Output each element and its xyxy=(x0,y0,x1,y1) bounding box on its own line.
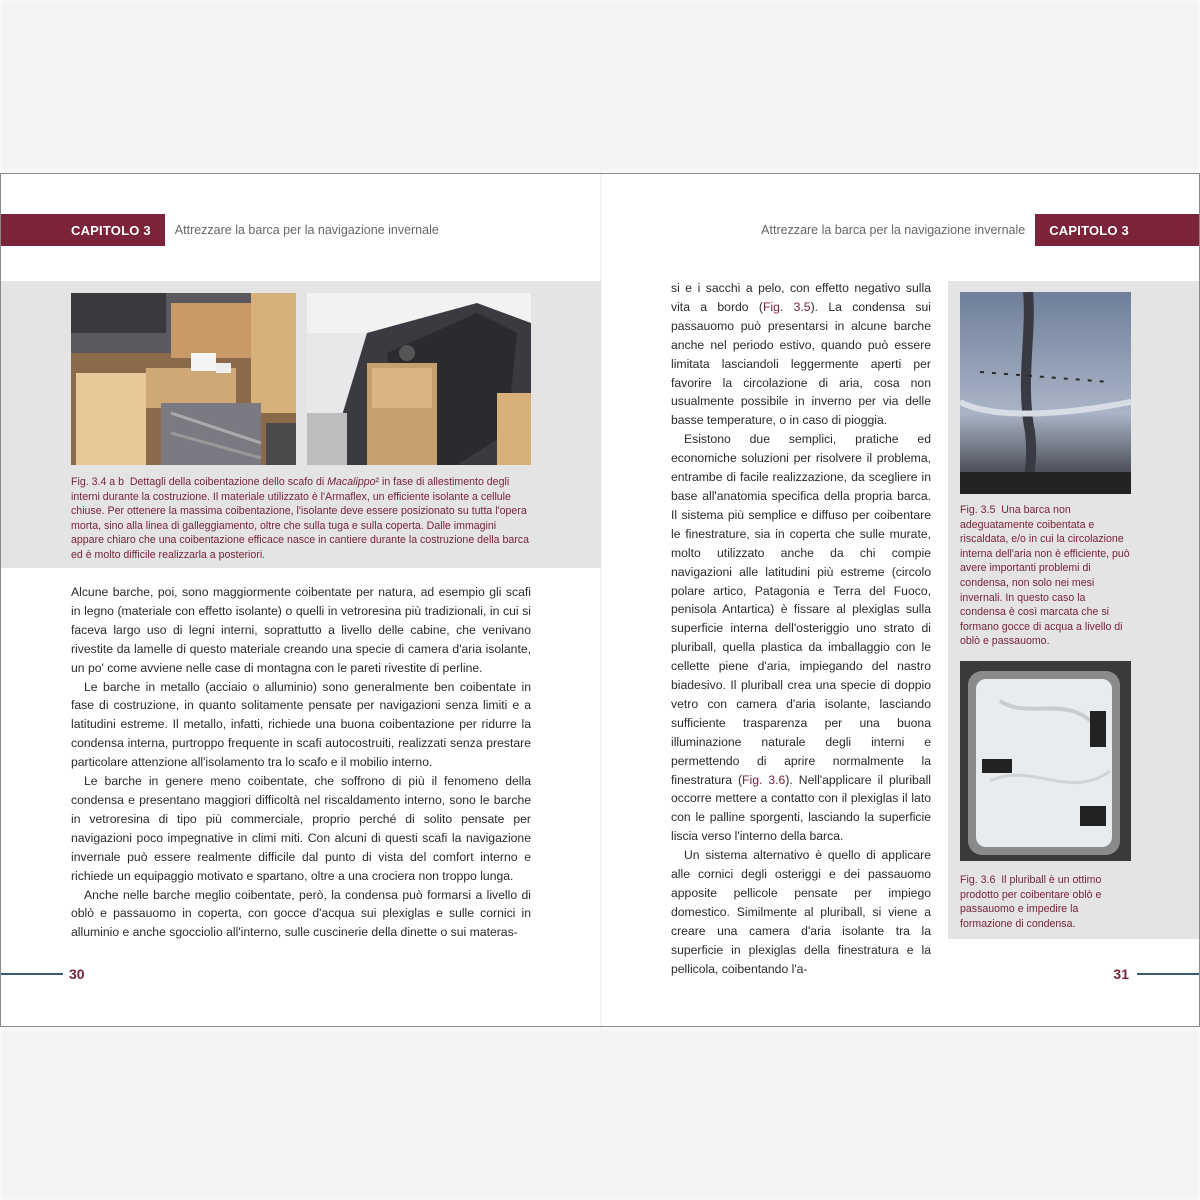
figure-3-6-caption xyxy=(960,873,1131,931)
figure-3-4-caption-b: ² in fase di allestimento degli interni durante la costruzione. Il materiale utilizzato è l'Armaflex, un efficiente isolante a cellule chiuse. Per ottenere la massima coibentazione, l'isolante deve essere posizionato su tutta l'opera morta, sino alla linea di galleggiamento, oltre che sulla tuga e sulla coperta. Dalle immagini appare chiaro che una coibentazione efficace nasce in cantiere durante la costruzione della barca ed è molto difficile realizzarla a posteriori. xyxy=(71,476,529,561)
left-folio xyxy=(1,964,85,984)
left-paragraph-2: Le barche in metallo (acciaio o alluminio) sono generalmente ben coibentate in fase di costruzione, in quanto solitamente pensate per navigazioni senza limiti e a latitudini estreme. Il metallo, infatti, richiede una buona coibentazione per ridurre la condensa interna, purtroppo frequente in scafi autocostruiti, realizzati senza prestare particolare attenzione all'isolamento tra lo scafo e il mobilio interno. xyxy=(71,679,531,770)
blurred-background-top xyxy=(0,0,1200,172)
left-paragraph-3: Le barche in genere meno coibentate, che soffrono di più il fenomeno della condensa e presentano maggiori difficoltà nel riscaldamento interno, sono le barche in vetroresina di tipo più commerciale, proprio perché di solito pensate per navigazioni poco impegnative in climi miti. Con alcuni di questi scafi la navigazione invernale può essere realmente difficile dal punto di vista del comfort interno e richiede un equipaggio motivato e spartano, oltre a una crociera non troppo lunga. xyxy=(71,774,531,883)
left-running-header xyxy=(1,214,449,246)
figure-3-6-photo xyxy=(960,661,1131,861)
figure-3-4-label: Fig. 3.4 a b xyxy=(71,476,124,488)
figure-3-5-label: Fig. 3.5 xyxy=(960,504,996,516)
right-body-text xyxy=(671,279,931,979)
right-header-title: Attrezzare la barca per la navigazione invernale xyxy=(761,223,1026,237)
figure-3-4-caption-a: Dettagli della coibentazione dello scafo di xyxy=(129,476,325,488)
figure-3-4a-photo xyxy=(71,293,296,465)
right-running-header xyxy=(751,214,1199,246)
figure-3-5-photo xyxy=(960,292,1131,494)
book-spread xyxy=(0,173,1200,1027)
figure-3-4-box xyxy=(1,281,601,568)
blurred-background-bottom xyxy=(0,1028,1200,1200)
figure-3-4-caption xyxy=(71,475,531,563)
figure-3-5-caption-text: Una barca non adeguatamente coibentata e riscaldata, e/o in cui la circolazione interna dell'aria non è efficiente, può avere importanti problemi di condensa, non solo nei mesi invernali. In questo caso la condensa è così marcata che si formano gocce di acqua a livello di oblò e passauomo. xyxy=(960,504,1130,648)
right-page-number: 31 xyxy=(1113,966,1129,982)
figure-3-4-caption-italic: Macalippo xyxy=(327,476,376,488)
left-paragraph-4: Anche nelle barche meglio coibentate, però, la condensa può formarsi a livello di oblò e passauomo in coperta, con gocce d'acqua sui plexiglas e sulle cornici in alluminio e anche sgocciolio all'interno, sulle cuscinerie della dinette o sui materas- xyxy=(71,887,531,940)
figure-3-4b-photo xyxy=(307,293,531,465)
left-folio-rule xyxy=(1,973,63,975)
figure-3-5-caption xyxy=(960,503,1131,649)
right-folio-rule xyxy=(1137,973,1199,975)
right-folio xyxy=(1113,964,1199,984)
right-p1-text-a: si e i sacchi a pelo, con effetto negativo sulla vita a bordo ( xyxy=(671,281,931,314)
figure-3-6-caption-text: Il pluriball è un ottimo prodotto per coibentare oblò e passauomo e impedire la formazione di condensa. xyxy=(960,874,1102,930)
right-figure-column xyxy=(948,281,1199,939)
left-paragraph-1: Alcune barche, poi, sono maggiormente coibentate per natura, ad esempio gli scafi in legno (materiale con effetto isolante) o quelli in vetroresina più tradizionali, in cui si faceva largo uso di legni interni, soprattutto a livello delle cabine, che venivano rivestite da lamelle di questo materiale creando una specie di camera d'aria isolante, un po' come avviene nelle case di montagna con le pareti rivestite di perline. xyxy=(71,585,531,675)
right-chapter-tab: CAPITOLO 3 xyxy=(1035,214,1199,246)
left-page-number: 30 xyxy=(69,966,85,982)
right-p2-text-a: Esistono due semplici, pratiche ed economiche soluzioni per risolvere il problema, entrambe di facile realizzazione, da scegliere in base all'anatomia specifica della propria barca. Il sistema più semplice e diffuso per coibentare le finestrature, sia in coperta che sulle murate, molto utilizzato anche da chi compie navigazioni alle latitudini più estreme (circolo polare artico, Patagonia e Terra del Fuoco, penisola Antartica) è fissare al plexiglas sulla superficie interna dell'osteriggio uno strato di pluriball, quella plastica da imballaggio con le cellette piene d'aria, impiegando del nastro biadesivo. Il pluriball crea una specie di doppio vetro con camera d'aria isolante, lasciando sufficiente trasparenza per una buona illuminazione naturale degli interni e permettendo di aprire normalmente la finestratura ( xyxy=(671,432,931,787)
left-header-title: Attrezzare la barca per la navigazione invernale xyxy=(174,223,439,237)
right-paragraph-2 xyxy=(671,430,931,846)
left-chapter-tab: CAPITOLO 3 xyxy=(1,214,165,246)
fig-3-6-reference: Fig. 3.6 xyxy=(742,772,786,787)
right-paragraph-1 xyxy=(671,279,931,430)
left-body-text xyxy=(71,583,531,942)
right-paragraph-3: Un sistema alternativo è quello di applicare alle cornici degli osteriggi e dei passauomo apposite pellicole pensate per impiego domestico. Similmente al pluriball, si viene a creare una camera d'aria isolante tra la superficie in plexiglas della finestratura e la pellicola, coibentando l'a- xyxy=(671,848,931,976)
figure-3-6-label: Fig. 3.6 xyxy=(960,874,996,886)
right-p1-text-b: ). La condensa sui passauomo può presentarsi in alcune barche anche nel periodo estivo, quando può essere limitata lasciandoli leggermente aperti per favorire la circolazione di aria, cosa non usualmente possibile in inverno per via delle basse temperature, o in caso di pioggia. xyxy=(671,299,931,428)
right-p2-text-b: ). Nell'applicare il pluriball occorre mettere a contatto con il plexiglas il lato con le palline sporgenti, lasciando la superficie liscia verso l'interno della barca. xyxy=(671,772,931,844)
fig-3-5-reference: Fig. 3.5 xyxy=(762,299,811,314)
